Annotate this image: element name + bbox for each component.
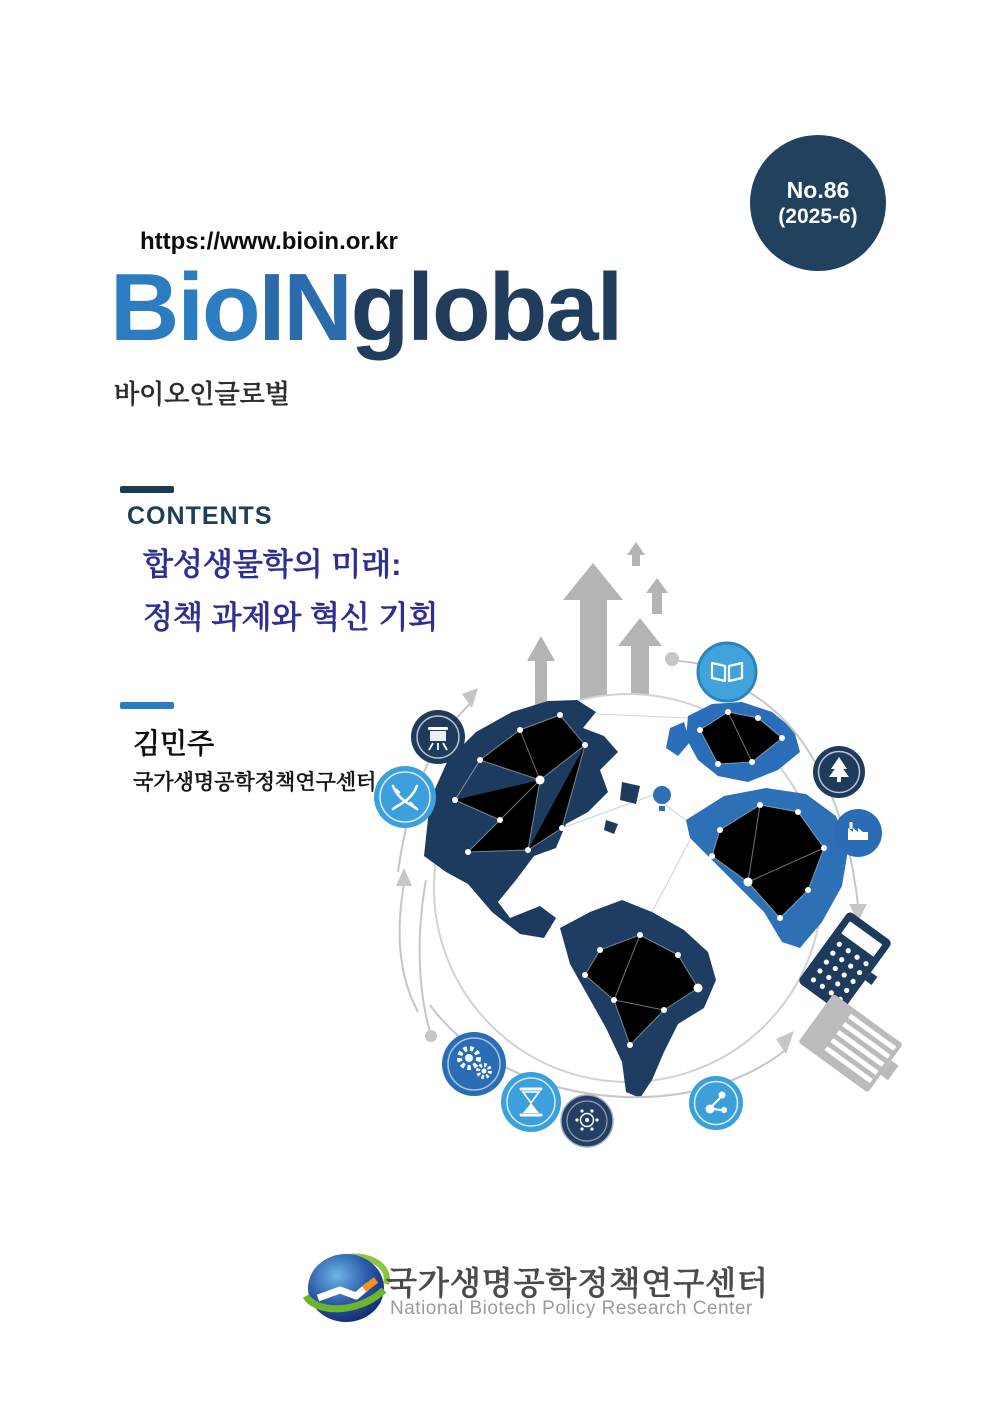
island-south: [648, 1040, 662, 1053]
title-part-in: IN: [258, 254, 351, 361]
org-name-english: National Biotech Policy Research Center: [390, 1298, 753, 1319]
factory-icon: [834, 809, 882, 857]
presentation-icon: [411, 710, 465, 764]
molecule-icon: [689, 1076, 743, 1130]
author-name: 김민주: [133, 728, 215, 759]
org-logo: [300, 1246, 392, 1328]
author-affiliation: 국가생명공학정책연구센터: [133, 771, 377, 794]
power-device: [798, 994, 910, 1098]
tree-icon: [813, 746, 865, 798]
dna-icon: [374, 766, 436, 828]
gears-icon: [442, 1032, 506, 1096]
site-url: https://www.bioin.or.kr: [140, 228, 398, 255]
title-part-global: global: [350, 254, 622, 361]
issue-period: (2025-6): [778, 205, 858, 228]
globe-illustration: [370, 520, 910, 1170]
org-name-korean: 국가생명공학정책연구센터: [386, 1265, 769, 1301]
contents-heading: CONTENTS: [127, 502, 273, 530]
masthead-subtitle-korean: 바이오인글로벌: [114, 379, 290, 409]
contents-divider: [120, 486, 174, 493]
author-divider: [120, 702, 174, 709]
issue-number: No.86: [786, 177, 850, 203]
masthead-title: [110, 254, 622, 361]
hourglass-icon: [501, 1072, 561, 1132]
title-part-bio: Bio: [110, 254, 259, 361]
issue-badge: [750, 135, 886, 271]
article-title-line2: 정책 과제와 혁신 기회: [143, 600, 439, 635]
article-title-line1: 합성생물학의 미래:: [143, 547, 402, 582]
book-icon: [698, 643, 756, 701]
microbe-icon: [561, 1095, 613, 1147]
